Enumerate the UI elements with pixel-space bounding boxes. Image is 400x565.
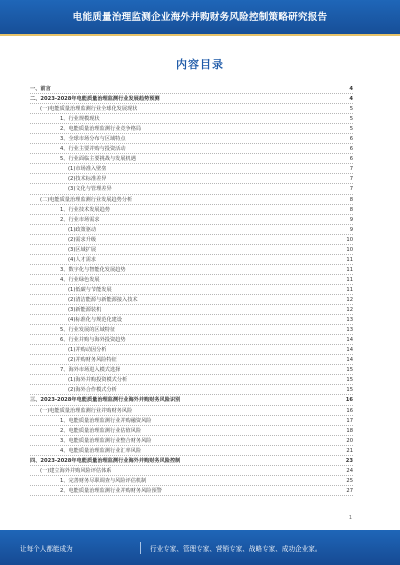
toc-entry[interactable] xyxy=(30,285,353,295)
toc-entry-page: 5 xyxy=(349,106,353,113)
toc-entry-label: 5、行业发展的区域特征 xyxy=(60,327,116,334)
toc-entry[interactable] xyxy=(30,426,353,436)
toc-entry[interactable] xyxy=(30,245,353,255)
toc-entry-label: 三、2023-2028年电能质量治理监测行业海外并购财务风险识别 xyxy=(30,397,181,404)
toc-entry-label: (2)海外合作模式分析 xyxy=(68,387,117,394)
toc-entry-page: 14 xyxy=(346,347,353,354)
toc-entry-page: 9 xyxy=(349,226,353,233)
toc-entry-page: 11 xyxy=(346,266,353,273)
toc-entry[interactable] xyxy=(30,114,353,124)
toc-entry-label: 3、电能质量治理监测行业整合财务风险 xyxy=(60,437,152,444)
toc-entry-label: 一、前言 xyxy=(30,86,51,92)
toc-entry-page: 6 xyxy=(349,146,353,153)
toc-entry[interactable] xyxy=(30,315,353,325)
footer-slogan-right: 行业专家、管理专家、营销专家、战略专家、成功企业家。 xyxy=(150,545,322,553)
toc-entry-page: 21 xyxy=(346,447,353,454)
toc-entry-label: (1)低碳与节能发展 xyxy=(68,286,112,293)
toc-entry-page: 27 xyxy=(346,487,353,494)
toc-entry-label: 1、电能质量治理监测行业并购融资风险 xyxy=(60,417,152,424)
toc-entry-page: 10 xyxy=(346,246,353,253)
toc-entry[interactable] xyxy=(30,174,353,184)
toc-entry-label: (2)技术标准差异 xyxy=(68,176,107,183)
toc-entry-label: 5、行业面临主要挑战与发展机遇 xyxy=(60,156,136,163)
toc-heading: 内容目录 xyxy=(176,58,224,71)
toc-entry-label: 2、电能质量治理监测行业并购财务风险预警 xyxy=(60,487,162,494)
toc-entry-page: 12 xyxy=(346,307,353,314)
toc-entry-label: (二)电能质量治理监测行业发展趋势分析 xyxy=(40,196,133,203)
toc-entry-page: 8 xyxy=(349,196,353,203)
report-title: 电能质量治理监测企业海外并购财务风险控制策略研究报告 xyxy=(72,12,328,23)
toc-entry[interactable] xyxy=(30,355,353,365)
toc-entry[interactable] xyxy=(30,335,353,345)
toc-entry[interactable] xyxy=(30,345,353,355)
toc-entry-page: 11 xyxy=(346,256,353,263)
toc-entry-label: 4、电能质量治理监测行业汇率风险 xyxy=(60,447,142,454)
toc-entry[interactable] xyxy=(30,416,353,426)
toc-entry-page: 16 xyxy=(345,397,353,404)
toc-entry-page: 8 xyxy=(349,206,353,213)
toc-entry[interactable] xyxy=(30,124,353,134)
toc-entry-page: 4 xyxy=(349,96,353,103)
toc-entry[interactable] xyxy=(30,225,353,235)
toc-entry[interactable] xyxy=(30,305,353,315)
toc-entry-page: 14 xyxy=(346,337,353,344)
page-number: 1 xyxy=(348,515,352,521)
toc-entry[interactable] xyxy=(30,215,353,225)
toc-entry[interactable] xyxy=(30,134,353,144)
toc-entry-page: 16 xyxy=(346,407,353,414)
toc-entry[interactable] xyxy=(30,195,353,205)
toc-entry-label: 3、全球市场分布与区域特点 xyxy=(60,136,126,143)
toc-entry-label: 3、数字化与智能化发展趋势 xyxy=(60,266,126,273)
toc-entry-page: 7 xyxy=(349,186,353,193)
toc-entry-label: 二、2023-2028年电能质量治理监测行业发展趋势预测 xyxy=(30,96,160,103)
toc-entry-page: 23 xyxy=(345,457,353,464)
toc-entry-page: 12 xyxy=(346,296,353,303)
toc-entry-label: 2、电能质量治理监测行业估值风险 xyxy=(60,427,142,434)
toc-entry[interactable] xyxy=(30,476,353,486)
toc-entry[interactable] xyxy=(30,184,353,194)
toc-entry-label: (4)标准化与规范化建设 xyxy=(68,317,123,324)
toc-entry-label: 四、2023-2028年电能质量治理监测行业海外并购财务风险控制 xyxy=(30,457,181,464)
footer-band xyxy=(0,530,400,565)
footer-separator xyxy=(140,542,141,554)
toc-entry[interactable] xyxy=(30,406,353,416)
toc-entry-label: (2)清洁能源与新能源接入技术 xyxy=(68,296,138,303)
toc-entry[interactable] xyxy=(30,325,353,335)
toc-entry-label: (1)市场准入壁垒 xyxy=(68,166,107,173)
toc-entry-label: 7、海外市场进入模式选择 xyxy=(60,367,121,374)
toc-entry-label: 1、行业规模现状 xyxy=(60,116,100,123)
toc-entry-label: 4、行业绿色发展 xyxy=(60,276,100,283)
header-divider xyxy=(0,34,400,36)
toc-entry-label: (1)政策驱动 xyxy=(68,226,97,233)
toc-entry[interactable] xyxy=(30,205,353,215)
toc-entry-label: (一)建立海外并购风险评估体系 xyxy=(40,467,112,474)
toc-entry-label: (一)电能质量治理监测行业全球化发展现状 xyxy=(40,106,138,113)
toc-entry[interactable] xyxy=(30,255,353,265)
toc-entry-label: (4)人才需求 xyxy=(68,256,97,263)
toc-entry[interactable] xyxy=(30,385,353,395)
toc-entry-label: (3)文化与管理差异 xyxy=(68,186,112,193)
report-header xyxy=(0,0,400,34)
toc-entry[interactable] xyxy=(30,466,353,476)
toc-entry[interactable] xyxy=(30,84,353,94)
toc-entry[interactable] xyxy=(30,365,353,375)
toc-entry-label: 2、电能质量治理监测行业竞争格局 xyxy=(60,126,142,133)
toc-entry-label: 4、行业主要并购与投资活动 xyxy=(60,146,126,153)
toc-entry-page: 14 xyxy=(346,357,353,364)
toc-entry-page: 11 xyxy=(346,276,353,283)
toc-entry-page: 13 xyxy=(346,317,353,324)
toc-entry[interactable] xyxy=(30,456,353,466)
toc-entry-page: 5 xyxy=(349,116,353,123)
toc-entry[interactable] xyxy=(30,275,353,285)
toc-entry-label: (2)并购财务风险特征 xyxy=(68,357,117,364)
toc-entry-page: 13 xyxy=(346,327,353,334)
toc-entry-label: (3)新能源装机 xyxy=(68,307,102,314)
toc-entry[interactable] xyxy=(30,395,353,405)
toc-entry-label: 6、行业并购与海外投资趋势 xyxy=(60,337,126,344)
toc-entry[interactable] xyxy=(30,164,353,174)
toc-entry-page: 11 xyxy=(346,286,353,293)
toc-entry-label: (3)区域扩展 xyxy=(68,246,97,253)
toc-entry-page: 4 xyxy=(349,86,353,92)
toc-entry-page: 9 xyxy=(349,216,353,223)
toc-entry-page: 15 xyxy=(346,367,353,374)
table-of-contents xyxy=(30,84,353,496)
toc-entry[interactable] xyxy=(30,265,353,275)
toc-entry-page: 7 xyxy=(349,166,353,173)
toc-entry[interactable] xyxy=(30,154,353,164)
toc-entry-page: 20 xyxy=(346,437,353,444)
toc-entry-page: 25 xyxy=(346,477,353,484)
toc-entry-label: (1)并购动因分析 xyxy=(68,347,107,354)
toc-entry-page: 15 xyxy=(346,377,353,384)
toc-entry-page: 24 xyxy=(346,467,353,474)
toc-entry-page: 6 xyxy=(349,156,353,163)
toc-entry-page: 7 xyxy=(349,176,353,183)
toc-entry-page: 10 xyxy=(346,236,353,243)
toc-entry[interactable] xyxy=(30,375,353,385)
toc-entry-label: 1、完善财务尽职调查与风险评估机制 xyxy=(60,477,147,484)
toc-entry[interactable] xyxy=(30,235,353,245)
toc-entry-page: 6 xyxy=(349,136,353,143)
toc-entry[interactable] xyxy=(30,94,353,104)
toc-entry-page: 17 xyxy=(346,417,353,424)
toc-entry-page: 15 xyxy=(346,387,353,394)
toc-entry-label: (一)电能质量治理监测行业并购财务风险 xyxy=(40,407,133,414)
toc-entry[interactable] xyxy=(30,104,353,114)
toc-entry-label: 1、行业技术发展趋势 xyxy=(60,206,110,213)
toc-entry-page: 5 xyxy=(349,126,353,133)
toc-entry[interactable] xyxy=(30,144,353,154)
toc-entry[interactable] xyxy=(30,295,353,305)
toc-entry-page: 18 xyxy=(346,427,353,434)
toc-entry-label: 2、行业市场需求 xyxy=(60,216,100,223)
toc-entry[interactable] xyxy=(30,486,353,496)
toc-entry[interactable] xyxy=(30,436,353,446)
toc-entry[interactable] xyxy=(30,446,353,456)
toc-entry-label: (1)海外并购投资模式分析 xyxy=(68,377,128,384)
toc-entry-label: (2)需求升级 xyxy=(68,236,97,243)
footer-slogan-left: 让每个人都能成为 xyxy=(20,545,73,553)
